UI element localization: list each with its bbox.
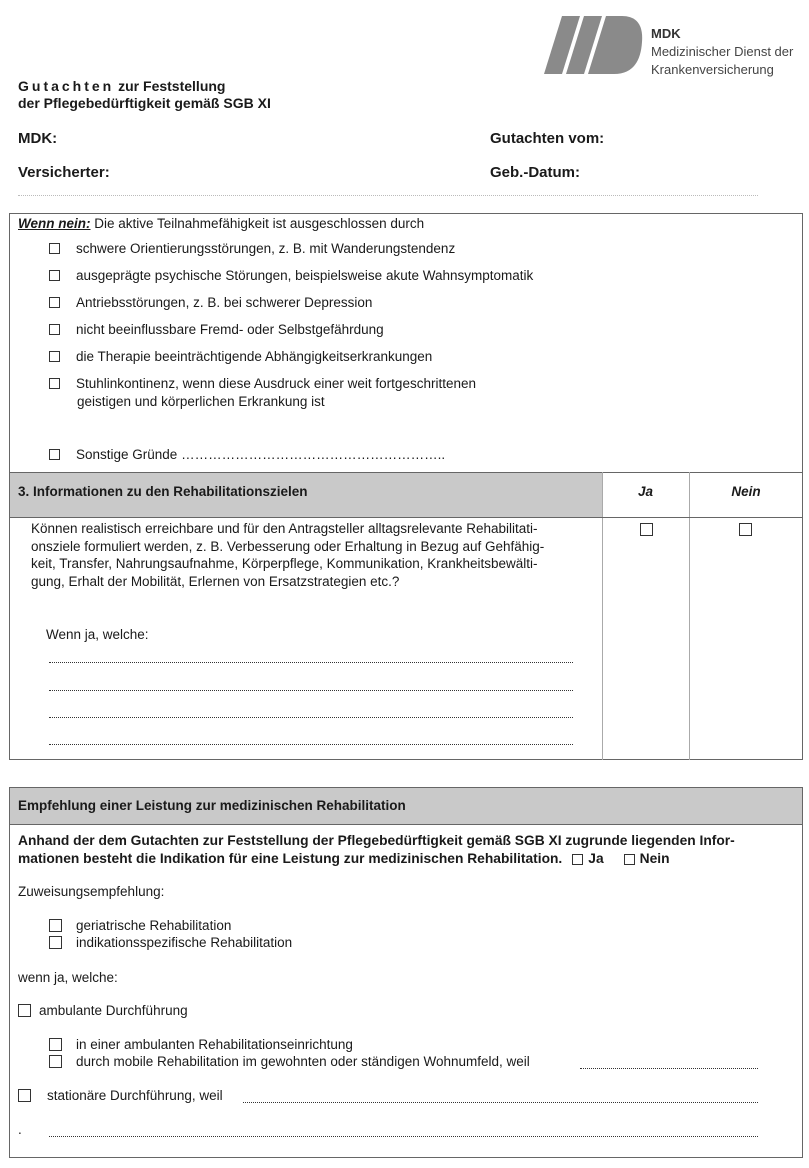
option-label: Sonstige Gründe ………………………………………………….. bbox=[76, 447, 446, 462]
option-stuhlinkontinenz-line2: geistigen und körperlichen Erkrankung ist bbox=[77, 394, 325, 409]
option-label: nicht beeinflussbare Fremd- oder Selbstgefährdung bbox=[76, 322, 384, 337]
stuhlinkontinenz-checkbox[interactable] bbox=[49, 378, 60, 389]
wenn-ja-welche-label-2: wenn ja, welche: bbox=[18, 970, 118, 985]
ambulant-option-1 bbox=[49, 1037, 353, 1052]
wenn-ja-welche-label: Wenn ja, welche: bbox=[46, 627, 149, 642]
section3-title: 3. Informationen zu den Rehabilitationszielen bbox=[18, 484, 308, 499]
indikation-nein-checkbox[interactable] bbox=[624, 854, 635, 865]
col-ja-header: Ja bbox=[637, 484, 654, 499]
logo-abbr: MDK bbox=[651, 26, 681, 41]
question-line: Können realistisch erreichbare und für den Antragsteller alltagsrelevante Rehabilitati- bbox=[31, 521, 538, 536]
indikationsspezifisch-checkbox[interactable] bbox=[49, 936, 62, 949]
stationaer-reason-line[interactable] bbox=[243, 1102, 758, 1103]
option-sonstige bbox=[49, 447, 445, 462]
logo-line1: Medizinischer Dienst der bbox=[651, 44, 794, 59]
answer-line-4[interactable] bbox=[49, 744, 573, 745]
option-gefaehrdung bbox=[49, 322, 384, 337]
stationaer-label: stationäre Durchführung, weil bbox=[47, 1088, 223, 1103]
statement-line1: Anhand der dem Gutachten zur Feststellung der Pflegebedürftigkeit gemäß SGB XI zugrunde liegenden Infor- bbox=[18, 833, 735, 848]
option-label: indikationsspezifische Rehabilitation bbox=[76, 935, 293, 950]
indikation-ja-checkbox[interactable] bbox=[572, 854, 583, 865]
zuweisung-label: Zuweisungsempfehlung: bbox=[18, 884, 165, 899]
option-abhaengigkeit bbox=[49, 349, 432, 364]
option-label: ausgeprägte psychische Störungen, beispielsweise akute Wahnsymptomatik bbox=[76, 268, 534, 283]
question-line: onsziele formuliert werden, z. B. Verbesserung oder Erhaltung in Bezug auf Gehfähig- bbox=[31, 538, 545, 554]
ambulante-einrichtung-checkbox[interactable] bbox=[49, 1038, 62, 1051]
section3-header-divider bbox=[9, 517, 803, 518]
geriatrisch-checkbox[interactable] bbox=[49, 919, 62, 932]
document-title-line2: der Pflegebedürftigkeit gemäß SGB XI bbox=[18, 95, 271, 111]
document-title bbox=[18, 78, 225, 95]
ambulant-label: ambulante Durchführung bbox=[39, 1003, 188, 1018]
option-label: Antriebsstörungen, z. B. bei schwerer Depression bbox=[76, 295, 373, 310]
zuweisung-indikation bbox=[49, 935, 292, 950]
option-label: schwere Orientierungsstörungen, z. B. mit Wanderungstendenz bbox=[76, 241, 456, 256]
col-divider-2 bbox=[689, 472, 690, 760]
extra-reason-line[interactable] bbox=[49, 1136, 758, 1137]
option-orientierung bbox=[49, 241, 455, 256]
antrieb-checkbox[interactable] bbox=[49, 297, 60, 308]
option-label: Stuhlinkontinenz, wenn diese Ausdruck einer weit fortgeschrittenen bbox=[76, 376, 476, 391]
versicherter-label: Versicherter: bbox=[18, 164, 110, 181]
title-rest: zur Feststellung bbox=[114, 78, 226, 94]
mobile-reha-reason-line[interactable] bbox=[580, 1068, 758, 1069]
abhaengigkeit-checkbox[interactable] bbox=[49, 351, 60, 362]
section3-nein-checkbox[interactable] bbox=[739, 523, 752, 536]
col-nein-header: Nein bbox=[731, 484, 761, 499]
statement-line2-row bbox=[18, 850, 735, 868]
orientierung-checkbox[interactable] bbox=[49, 243, 60, 254]
section3-question bbox=[31, 520, 544, 590]
sonstige-checkbox[interactable] bbox=[49, 449, 60, 460]
title-spaced-word: Gutachten bbox=[18, 78, 115, 94]
statement-line2: mationen besteht die Indikation für eine Leistung zur medizinischen Rehabilitation. bbox=[18, 851, 563, 866]
wenn-nein-text: Die aktive Teilnahmefähigkeit ist ausgeschlossen durch bbox=[90, 216, 425, 231]
mdk-label: MDK: bbox=[18, 130, 58, 147]
ambulant-checkbox[interactable] bbox=[18, 1004, 31, 1017]
gefaehrdung-checkbox[interactable] bbox=[49, 324, 60, 335]
option-label: geriatrische Rehabilitation bbox=[76, 918, 232, 933]
option-antrieb bbox=[49, 295, 372, 310]
ambulant-row bbox=[18, 1003, 188, 1018]
gutachten-vom-label: Gutachten vom: bbox=[490, 130, 605, 147]
answer-line-3[interactable] bbox=[49, 717, 573, 718]
recommendation-statement bbox=[18, 832, 735, 868]
header-divider bbox=[18, 195, 758, 196]
question-line: keit, Transfer, Nahrungsaufnahme, Körperpflege, Kommunikation, Krankheitsbewälti- bbox=[31, 556, 538, 571]
option-label: die Therapie beeinträchtigende Abhängigkeitserkrankungen bbox=[76, 349, 433, 364]
ambulant-option-2 bbox=[49, 1054, 530, 1069]
indikation-nein-label: Nein bbox=[639, 851, 670, 866]
answer-line-1[interactable] bbox=[49, 662, 573, 663]
option-stuhlinkontinenz bbox=[49, 376, 476, 391]
stationaer-row bbox=[18, 1088, 223, 1103]
indikation-ja-label: Ja bbox=[588, 851, 604, 866]
geb-datum-label: Geb.-Datum: bbox=[490, 164, 580, 181]
option-label: durch mobile Rehabilitation im gewohnten oder ständigen Wohnumfeld, weil bbox=[76, 1054, 530, 1069]
wenn-nein-lead bbox=[18, 216, 424, 231]
logo-line2: Krankenversicherung bbox=[651, 62, 774, 77]
recommendation-title: Empfehlung einer Leistung zur medizinischen Rehabilitation bbox=[18, 798, 406, 813]
answer-line-2[interactable] bbox=[49, 690, 573, 691]
option-label: in einer ambulanten Rehabilitationseinrichtung bbox=[76, 1037, 353, 1052]
wenn-nein-label: Wenn nein: bbox=[18, 216, 91, 231]
dot-prefix: . bbox=[18, 1122, 22, 1137]
option-psychisch bbox=[49, 268, 533, 283]
stationaer-checkbox[interactable] bbox=[18, 1089, 31, 1102]
col-divider-1 bbox=[602, 472, 603, 760]
psychisch-checkbox[interactable] bbox=[49, 270, 60, 281]
mdk-logo-icon bbox=[544, 8, 644, 78]
section3-ja-checkbox[interactable] bbox=[640, 523, 653, 536]
question-line: gung, Erhalt der Mobilität, Erlernen von Ersatzstrategien etc.? bbox=[31, 573, 400, 589]
zuweisung-geriatrisch bbox=[49, 918, 231, 933]
mobile-reha-checkbox[interactable] bbox=[49, 1055, 62, 1068]
